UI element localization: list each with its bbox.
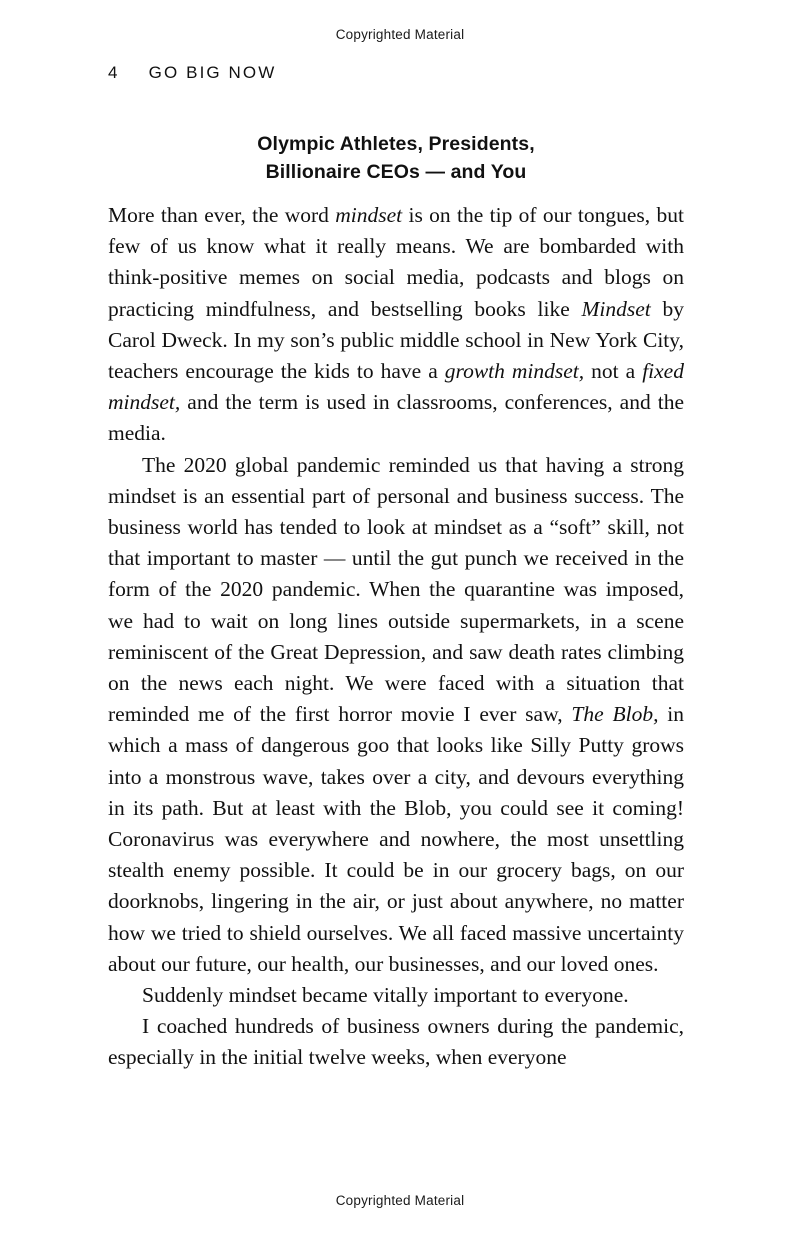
p2-italic-1: The Blob, bbox=[571, 702, 659, 727]
page-number: 4 bbox=[108, 63, 119, 82]
p1-text-2: is on the tip of our tongues, but few of us know what it really means. We are bombarded with think-positive memes on social media, podcasts and blogs on practicing mindfulness, and bestselling books like bbox=[108, 203, 684, 321]
p1-text-1: More than ever, the word bbox=[108, 203, 336, 227]
section-title-line-1: Olympic Athletes, Presidents, bbox=[257, 133, 535, 155]
paragraph-1 bbox=[108, 200, 684, 450]
section-title-line-2: Billionaire CEOs — and You bbox=[265, 161, 527, 183]
p1-text-5: and the term is used in classrooms, conferences, and the media. bbox=[108, 390, 684, 446]
p2-text-2: in which a mass of dangerous goo that looks like Silly Putty grows into a monstrous wave, takes over a city, and devours everything in its path. But at least with the Blob, you could see it coming! Coronavirus was everywhere and nowhere, the most unsettling stealth enemy possible. It could be in our grocery bags, on our doorknobs, lingering in the air, or just about anywhere, no matter how we tried to shield ourselves. We all faced massive uncertainty about our future, our health, our businesses, and our loved ones. bbox=[108, 702, 684, 976]
p1-text-4: not a bbox=[584, 359, 643, 384]
p1-italic-4: fixed mindset, bbox=[108, 359, 684, 415]
watermark-bottom: Copyrighted Material bbox=[335, 1193, 465, 1208]
running-title: GO BIG NOW bbox=[148, 63, 277, 82]
p2-text-1: The 2020 global pandemic reminded us that having a strong mindset is an essential part of personal and business success. The business world has tended to look at mindset as a “soft” skill, not that important to master — until the gut punch we received in the form of the 2020 pandemic. When the quarantine was imposed, we had to wait on long lines outside supermarkets, in a scene reminiscent of the Great Depression, and saw death rates climbing on the news each night. We were faced with a situation that reminded me of the first horror movie I ever saw, bbox=[108, 452, 684, 727]
section-title bbox=[108, 130, 684, 186]
p1-italic-2: Mindset bbox=[581, 296, 651, 321]
paragraph-3: Suddenly mindset became vitally important to everyone. bbox=[142, 983, 629, 1008]
page-content bbox=[108, 130, 684, 1074]
paragraph-2 bbox=[108, 450, 684, 980]
p1-text-3: by Carol Dweck. In my son’s public middle school in New York City, teachers encourage the kids to have a bbox=[108, 296, 685, 384]
paragraph-4: I coached hundreds of business owners during the pandemic, especially in the initial twelve weeks, when everyone bbox=[108, 1014, 684, 1070]
running-head bbox=[108, 63, 276, 83]
watermark-top: Copyrighted Material bbox=[335, 27, 465, 42]
p1-italic-1: mindset bbox=[335, 203, 403, 227]
p1-italic-3: growth mindset, bbox=[444, 359, 585, 384]
